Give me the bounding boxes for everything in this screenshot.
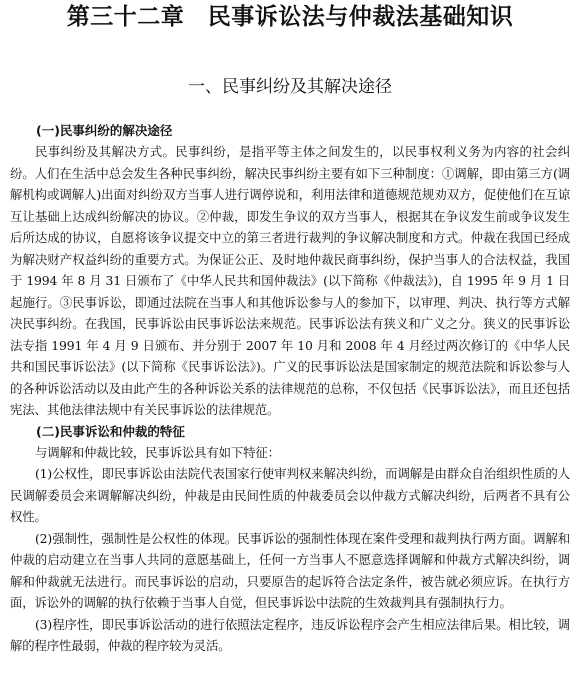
chapter-title: 第三十二章 民事诉讼法与仲裁法基础知识 <box>66 3 514 30</box>
paragraph: 与调解和仲裁比较，民事诉讼具有如下特征： <box>35 444 280 460</box>
subsection-heading-2: (二)民事诉讼和仲裁的特征 <box>36 423 185 439</box>
subsection-heading-1: (一)民事纠纷的解决途径 <box>36 123 173 138</box>
paragraph: (1)公权性，即民事诉讼由法院代表国家行使审判权来解决纠纷，而调解是由群众自治组织性质的人民调解委员会来调解解决纠纷，仲裁是由民间性质的仲裁委员会以仲裁方式解决纠纷，后两者不具有公权性。 <box>10 466 570 524</box>
paragraph: 民事纠纷及其解决方式。民事纠纷，是指平等主体之间发生的，以民事权利义务为内容的社会纠纷。人们在生活中总会发生各种民事纠纷，解决民事纠纷主要有如下三种制度：①调解，即由第三方(调解机构或调解人)出面对纠纷双方当事人进行调停说和，利用法律和道德规范规劝双方，促使他们在互谅互让基础上达成纠纷解决的协议。②仲裁，即发生争议的双方当事人，根据其在争议发生前或争议发生后所达成的协议，自愿将该争议提交中立的第三者进行裁判的争议解决制度和方式。仲裁在我国已经成为解决财产权益纠纷的重要方式。为保证公正、及时地仲裁民商事纠纷，保护当事人的合法权益，我国于 1994 年 8 月 31 日颁布了《中华人民共和国仲裁法》(以下简称《仲裁法》)，自 1995 年 9 月 1 日起施行。③民事诉讼，即通过法院在当事人和其他诉讼参与人的参加下，以审理、判决、执行等方式解决民事纠纷。在我国，民事诉讼由民事诉讼法来规范。民事诉讼法有狭义和广义之分。狭义的民事诉讼法专指 1991 年 4 月 9 日颁布、并分别于 2007 年 10 月和 2008 年 4 月经过两次修订的《中华人民共和国民事诉讼法》(以下简称《民事诉讼法》)。广义的民事诉讼法是国家制定的规范法院和诉讼参与人的各种诉讼活动以及由此产生的各种诉讼关系的法律规范的总称，不仅包括《民事诉讼法》，而且还包括宪法、其他法律法规中有关民事诉讼的法律规范。 <box>10 144 570 417</box>
paragraph: (2)强制性，强制性是公权性的体现。民事诉讼的强制性体现在案件受理和裁判执行两方面。调解和仲裁的启动建立在当事人共同的意愿基础上，任何一方当事人不愿意选择调解和仲裁方式解决纠纷，调解和仲裁就无法进行。而民事诉讼的启动，只要原告的起诉符合法定条件，被告就必须应诉。在执行方面，诉讼外的调解的执行依赖于当事人自觉，但民事诉讼中法院的生效裁判具有强制执行力。 <box>10 530 570 610</box>
paragraph: (3)程序性，即民事诉讼活动的进行依照法定程序，违反诉讼程序会产生相应法律后果。相比较，调解的程序性最弱，仲裁的程序较为灵活。 <box>10 616 570 653</box>
section-title: 一、民事纠纷及其解决途径 <box>188 77 392 97</box>
